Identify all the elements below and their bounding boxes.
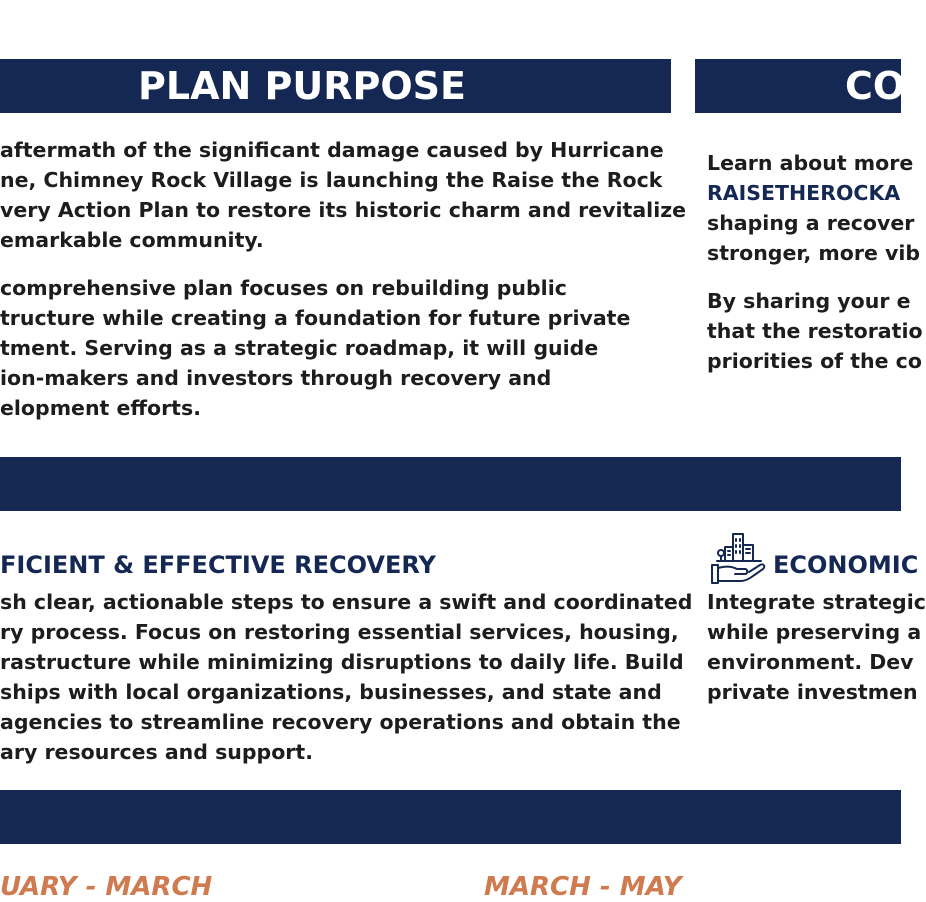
text-line: private investmen — [707, 680, 918, 704]
hand-holding-city-icon — [711, 531, 767, 587]
text-line: comprehensive plan focuses on rebuilding public — [0, 276, 567, 300]
timeline-phase-1: UARY - MARCH — [0, 872, 213, 902]
text-line: ion-makers and investors through recovery and — [0, 366, 552, 390]
text-line: ary resources and support. — [0, 740, 314, 764]
plan-purpose-header — [0, 59, 671, 113]
plan-purpose-paragraph-2 — [0, 273, 630, 423]
website-link[interactable]: RAISETHEROCKA — [707, 181, 901, 205]
economic-goal-text — [707, 587, 926, 707]
text-line: Integrate strategic — [707, 590, 926, 614]
recovery-goal-title: FICIENT & EFFECTIVE RECOVERY — [0, 551, 436, 579]
text-line: that the restoratio — [707, 319, 923, 343]
text-line: agencies to streamline recovery operations and obtain the — [0, 710, 681, 734]
text-line: priorities of the co — [707, 349, 922, 373]
text-line: ry process. Focus on restoring essential services, housing, — [0, 620, 679, 644]
text-line: rastructure while minimizing disruptions to daily life. Build — [0, 650, 684, 674]
text-line: environment. Dev — [707, 650, 914, 674]
text-line: aftermath of the significant damage caused by Hurricane — [0, 138, 664, 162]
text-line: emarkable community. — [0, 228, 264, 252]
text-line: tructure while creating a foundation for future private — [0, 306, 631, 330]
text-line: Learn about more — [707, 151, 914, 175]
goals-header-bar — [0, 457, 901, 511]
community-paragraph-1 — [707, 148, 920, 268]
text-line: ships with local organizations, businesses, and state and — [0, 680, 662, 704]
text-line: elopment efforts. — [0, 396, 201, 420]
text-line: tment. Serving as a strategic roadmap, it will guide — [0, 336, 599, 360]
text-line: while preserving a — [707, 620, 922, 644]
text-line: ne, Chimney Rock Village is launching the Raise the Rock — [0, 168, 663, 192]
text-line: sh clear, actionable steps to ensure a swift and coordinated — [0, 590, 693, 614]
timeline-header-bar — [0, 790, 901, 844]
text-line: By sharing your e — [707, 289, 911, 313]
community-header — [695, 59, 906, 113]
economic-goal-title: ECONOMIC — [773, 551, 919, 579]
recovery-goal-text — [0, 587, 693, 767]
text-line: shaping a recover — [707, 211, 915, 235]
timeline-phase-2: MARCH - MAY — [484, 872, 682, 902]
community-paragraph-2 — [707, 286, 923, 376]
community-title: CO — [845, 64, 906, 108]
plan-purpose-title: PLAN PURPOSE — [138, 64, 466, 108]
text-line: stronger, more vib — [707, 241, 921, 265]
text-line: very Action Plan to restore its historic charm and revitalize — [0, 198, 687, 222]
plan-purpose-paragraph-1 — [0, 135, 686, 255]
